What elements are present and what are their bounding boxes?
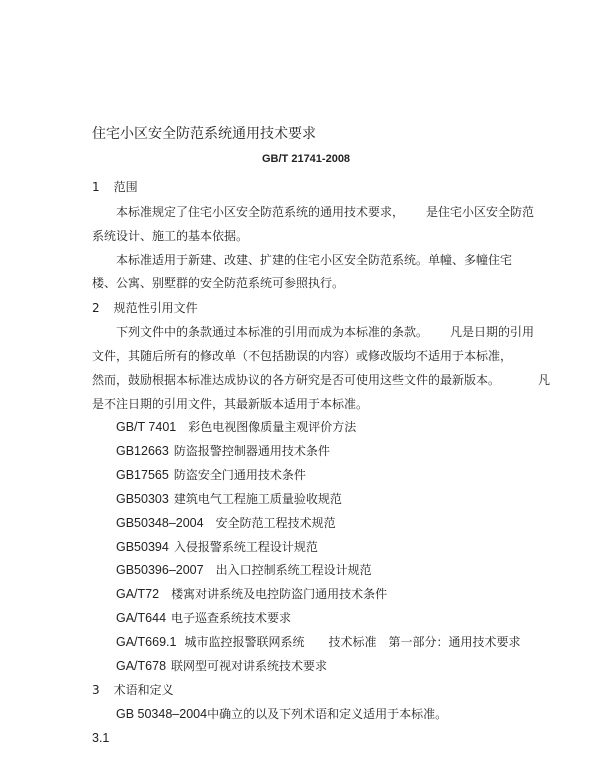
standard-number: GB/T 21741-2008: [262, 153, 351, 165]
section-2-title: 规范性引用文件: [113, 301, 198, 315]
section-2-para-line-1: 下列文件中的条款通过本标准的引用而成为本标准的条款。 凡是日期的引用: [116, 325, 535, 339]
section-1-para-2-line-1: 本标准适用于新建、改建、扩建的住宅小区安全防范系统。单幢、多幢住宅: [116, 253, 513, 267]
section-1-number: 1: [92, 180, 100, 194]
section-1-para-2-line-2: 楼、公寓、别墅群的安全防范系统可参照执行。: [92, 276, 345, 290]
reference-item: GB50394 入侵报警系统工程设计规范: [116, 540, 318, 554]
section-2-para-line-3: 然而，鼓励根据本标准达成协议的各方研究是否可使用这些文件的最新版本。 凡: [92, 373, 551, 387]
reference-item: GB50396–2007 出入口控制系统工程设计规范: [116, 563, 372, 577]
section-3-heading: [92, 683, 174, 697]
reference-item: GA/T669.1 城市监控报警联网系统 技术标准 第一部分：通用技术要求: [116, 635, 521, 649]
reference-item: GB12663 防盗报警控制器通用技术条件: [116, 444, 330, 458]
section-2-para-line-4: 是不注日期的引用文件，其最新版本适用于本标准。: [92, 397, 369, 411]
subsection-3-1: 3.1: [92, 731, 110, 745]
section-2-number: 2: [92, 301, 100, 315]
page-title: 住宅小区安全防范系统通用技术要求: [92, 126, 316, 142]
section-3-title: 术语和定义: [113, 683, 174, 697]
reference-item: GB50303 建筑电气工程施工质量验收规范: [116, 492, 342, 506]
reference-item: GB50348–2004 安全防范工程技术规范: [116, 516, 336, 530]
section-1-title: 范围: [113, 180, 138, 194]
reference-item: GB/T 7401 彩色电视图像质量主观评价方法: [116, 420, 357, 434]
section-3-para: GB 50348–2004中确立的以及下列术语和定义适用于本标准。: [116, 707, 448, 721]
reference-item: GA/T678 联网型可视对讲系统技术要求: [116, 659, 328, 673]
reference-item: GA/T644 电子巡查系统技术要求: [116, 611, 292, 625]
section-1-heading: [92, 180, 138, 194]
section-1-para-1-line-2: 系统设计、施工的基本依据。: [92, 229, 249, 243]
reference-item: GB17565 防盗安全门通用技术条件: [116, 468, 306, 482]
section-2-para-line-2: 文件，其随后所有的修改单（不包括勘误的内容）或修改版均不适用于本标准，: [92, 349, 513, 363]
section-3-number: 3: [92, 683, 100, 697]
reference-item: GA/T72 楼寓对讲系统及电控防盗门通用技术条件: [116, 587, 388, 601]
section-1-para-1-line-1: 本标准规定了住宅小区安全防范系统的通用技术要求， 是住宅小区安全防范: [116, 205, 535, 219]
section-2-heading: [92, 301, 198, 315]
